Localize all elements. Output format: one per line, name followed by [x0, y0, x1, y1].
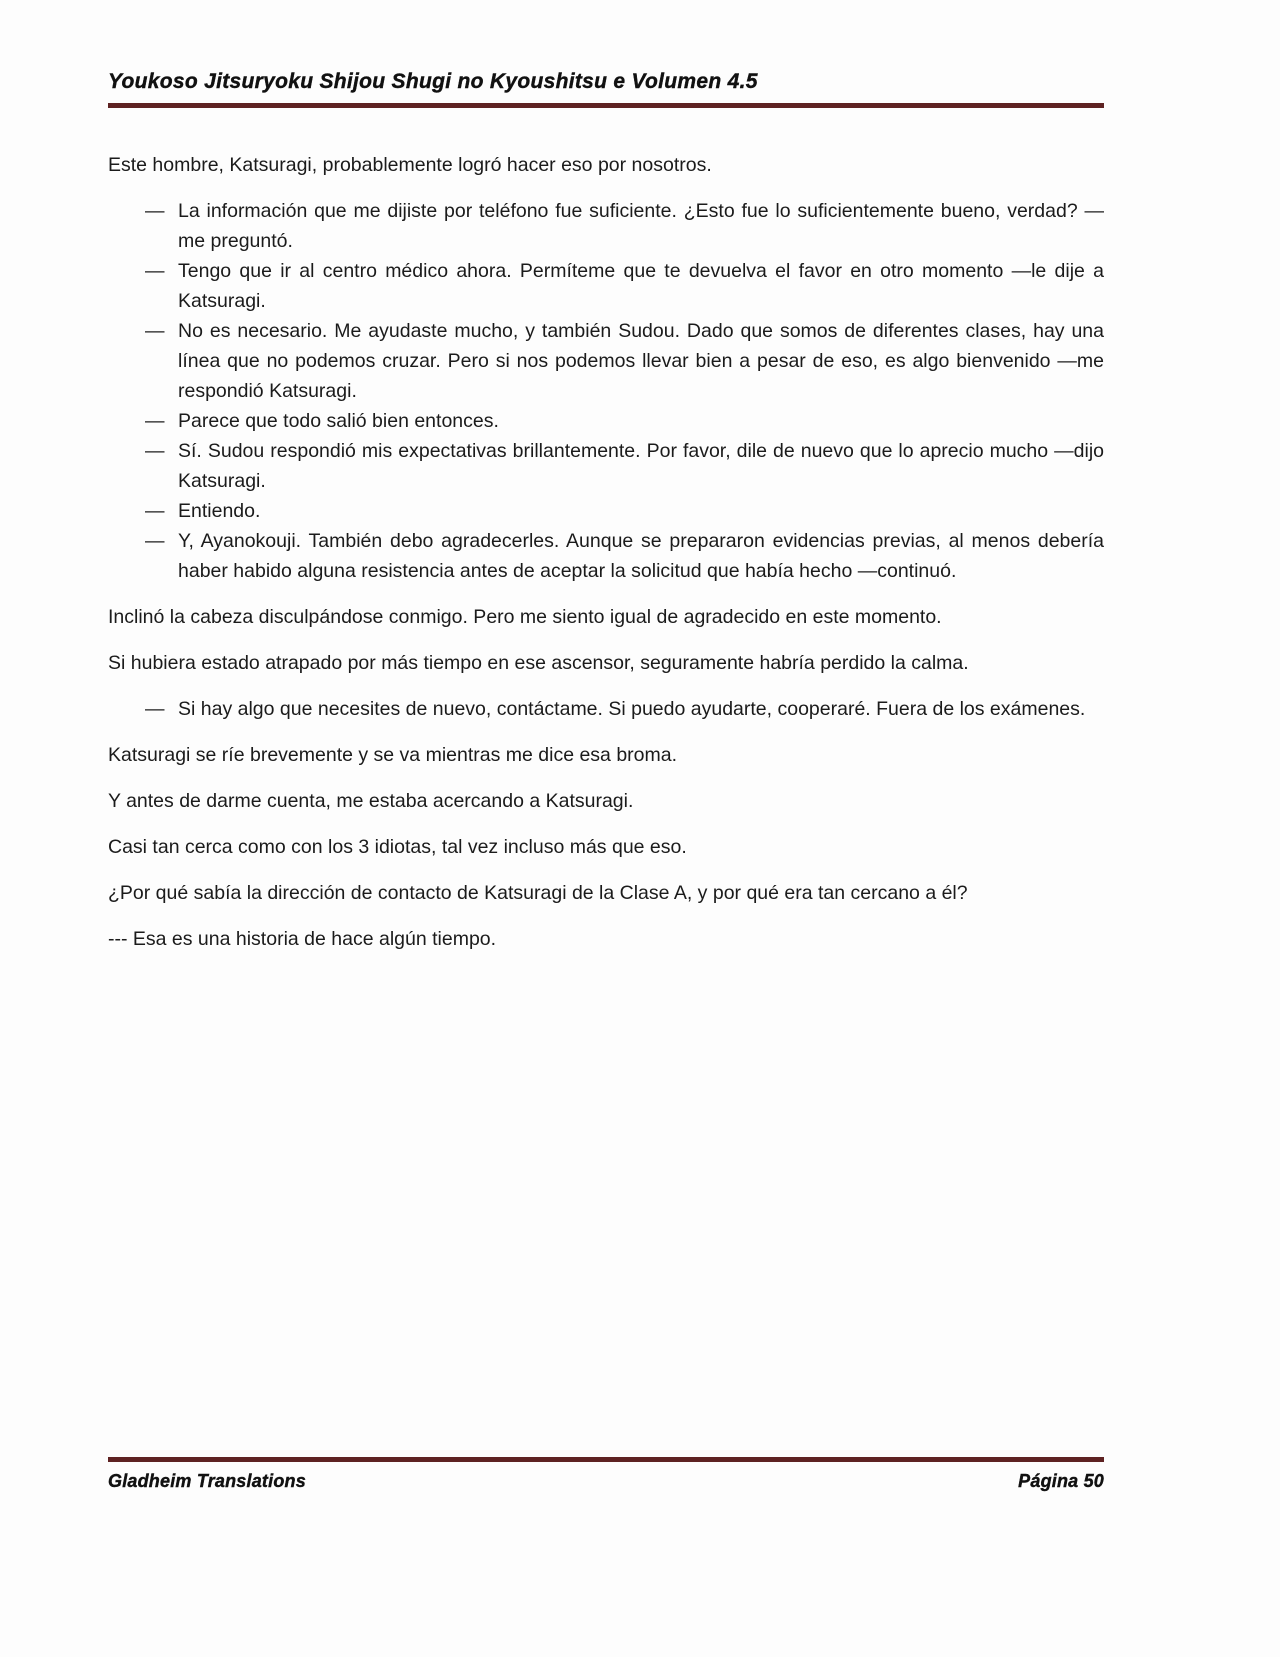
- paragraph: Si hubiera estado atrapado por más tiempo en ese ascensor, seguramente habría perdido la calma.: [108, 652, 969, 674]
- footer-rule: [108, 1457, 1104, 1462]
- dialogue-text: Y, Ayanokouji. También debo agradecerles. Aunque se prepararon evidencias previas, al menos debería haber habido alguna resistencia antes de aceptar la solicitud que había hecho —continuó.: [178, 530, 1104, 582]
- dialogue-line: [145, 316, 1104, 406]
- dialogue-list: [108, 196, 1104, 586]
- dialogue-line: [145, 526, 1104, 586]
- dialogue-text: Tengo que ir al centro médico ahora. Permíteme que te devuelva el favor en otro momento —le dije a Katsuragi.: [178, 260, 1104, 312]
- dialogue-text: Parece que todo salió bien entonces.: [178, 410, 499, 432]
- dialogue-list: [108, 694, 1104, 724]
- dialogue-line: [145, 496, 1104, 526]
- footer-row: [108, 1471, 1104, 1492]
- paragraph: Casi tan cerca como con los 3 idiotas, tal vez incluso más que eso.: [108, 836, 687, 858]
- footer-translator: Gladheim Translations: [108, 1471, 306, 1491]
- dialogue-line: [145, 406, 1104, 436]
- em-dash: —: [145, 320, 165, 342]
- page-header: [0, 0, 1280, 108]
- paragraph-intro: Este hombre, Katsuragi, probablemente logró hacer eso por nosotros.: [108, 154, 712, 176]
- paragraph: --- Esa es una historia de hace algún tiempo.: [108, 928, 497, 950]
- em-dash: —: [145, 410, 165, 432]
- footer-page-number: Página 50: [1018, 1471, 1104, 1491]
- dialogue-line: [145, 196, 1104, 256]
- dialogue-line: [145, 436, 1104, 496]
- em-dash: —: [145, 698, 165, 720]
- page-footer: [108, 1457, 1104, 1492]
- em-dash: —: [145, 500, 165, 522]
- page-body: [0, 108, 1280, 954]
- dialogue-text: Entiendo.: [178, 500, 261, 522]
- dialogue-text: No es necesario. Me ayudaste mucho, y también Sudou. Dado que somos de diferentes clases, hay una línea que no podemos cruzar. Pero si nos podemos llevar bien a pesar de eso, es algo bienvenido —me respondió Katsuragi.: [178, 320, 1104, 402]
- dialogue-line: [145, 256, 1104, 316]
- em-dash: —: [145, 530, 165, 552]
- paragraph: Inclinó la cabeza disculpándose conmigo. Pero me siento igual de agradecido en este momento.: [108, 606, 942, 628]
- paragraph: ¿Por qué sabía la dirección de contacto de Katsuragi de la Clase A, y por qué era tan cercano a él?: [108, 882, 968, 904]
- dialogue-text: Si hay algo que necesites de nuevo, contáctame. Si puedo ayudarte, cooperaré. Fuera de los exámenes.: [178, 698, 1086, 720]
- em-dash: —: [145, 260, 165, 282]
- paragraph: Y antes de darme cuenta, me estaba acercando a Katsuragi.: [108, 790, 634, 812]
- paragraph: Katsuragi se ríe brevemente y se va mientras me dice esa broma.: [108, 744, 678, 766]
- dialogue-text: La información que me dijiste por teléfono fue suficiente. ¿Esto fue lo suficientemente bueno, verdad? —me preguntó.: [178, 200, 1104, 252]
- em-dash: —: [145, 440, 165, 462]
- dialogue-line: [145, 694, 1104, 724]
- page-title: Youkoso Jitsuryoku Shijou Shugi no Kyoushitsu e Volumen 4.5: [108, 70, 758, 93]
- dialogue-text: Sí. Sudou respondió mis expectativas brillantemente. Por favor, dile de nuevo que lo aprecio mucho —dijo Katsuragi.: [178, 440, 1104, 492]
- em-dash: —: [145, 200, 165, 222]
